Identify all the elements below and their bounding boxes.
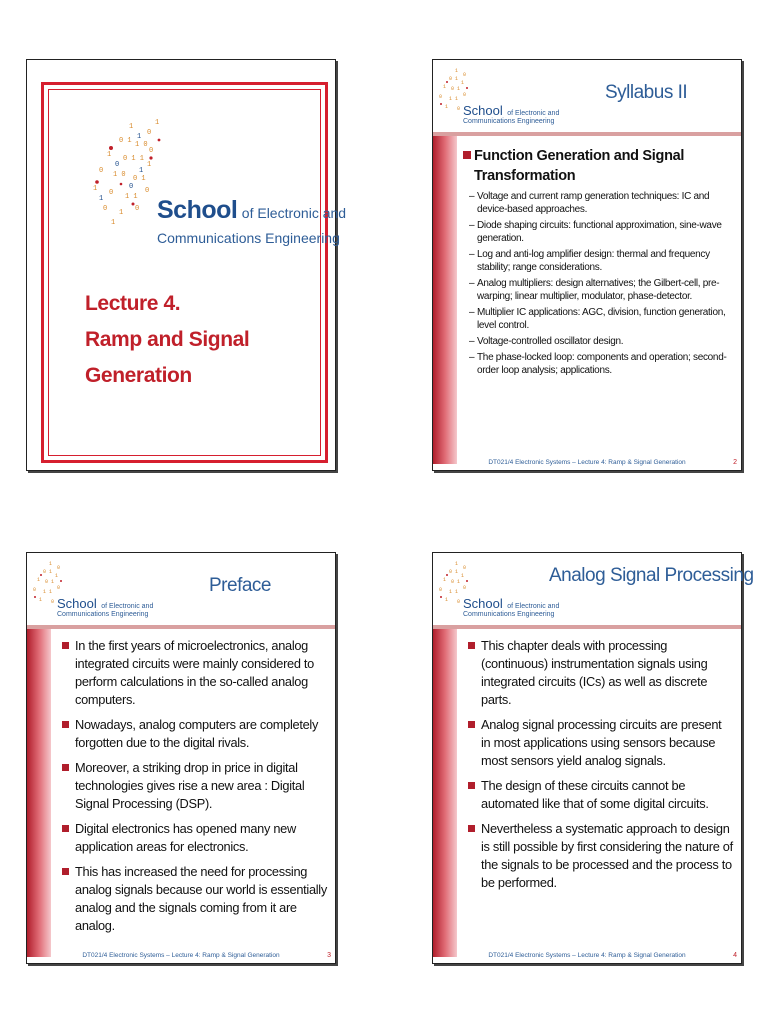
slide-title: Syllabus II [605,82,688,103]
school-logo [437,66,560,128]
svg-text:1 1: 1 1 [449,96,459,102]
svg-text:1: 1 [443,84,447,90]
school-logo [437,559,560,621]
red-side-bar [433,629,457,957]
sub-bullet-item: – Diode shaping circuits: functional approximation, sine-wave generation. [463,219,733,245]
svg-text:1: 1 [99,195,104,203]
svg-text:0: 0 [99,167,104,175]
svg-text:1: 1 [461,573,465,579]
svg-text:1 0: 1 0 [135,141,148,149]
bullet-item: Digital electronics has opened many new application areas for electronics. [61,820,327,856]
sub-bullet-item: – Analog multipliers: design alternatives; the Gilbert-cell, pre-warping; linear multiplier, modulator, phase-detector. [463,277,733,303]
svg-text:1: 1 [39,597,43,603]
svg-text:1: 1 [461,80,465,86]
svg-text:1: 1 [137,133,142,141]
svg-text:0: 0 [115,161,120,169]
logo-comm-text: Communications Engineering [463,611,555,618]
svg-text:0 1: 0 1 [449,76,459,82]
main-bullet: Function Generation and Signal Transformation [463,146,733,186]
bullet-list [467,637,733,892]
svg-text:1: 1 [129,123,134,131]
school-logo [89,118,347,248]
svg-text:1: 1 [55,573,59,579]
svg-text:0: 0 [149,147,154,155]
svg-text:0: 0 [439,94,443,100]
svg-text:0: 0 [145,187,150,195]
logo-of-text: of Electronic and [507,110,560,117]
slide-title: Analog Signal Processing [549,565,754,586]
svg-text:0: 0 [463,72,467,78]
page-number: 3 [327,952,331,959]
sub-bullet-item: – Multiplier IC applications: AGC, division, function generation, level control. [463,306,733,332]
svg-text:0: 0 [51,599,55,605]
logo-school-text: School [157,196,238,224]
logo-comm-text: Communications Engineering [157,230,340,246]
logo-of-text: of Electronic and [241,205,347,221]
logo-of-text: of Electronic and [507,603,560,610]
school-logo [31,559,154,621]
header-rule [433,625,741,629]
lecture-title-line2: Ramp and Signal Generation [85,328,250,387]
slide-footer: DT021/4 Electronic Systems – Lecture 4: Ramp & Signal Generation [488,459,686,466]
svg-text:1: 1 [111,219,116,227]
svg-text:0: 0 [463,565,467,571]
svg-text:0: 0 [129,183,134,191]
slide-2 [432,59,742,471]
logo-of-text: of Electronic and [101,603,154,610]
svg-text:0 1 1: 0 1 1 [123,155,145,163]
slide-3 [26,552,336,964]
svg-text:0: 0 [463,92,467,98]
svg-text:1: 1 [139,167,144,175]
svg-text:1: 1 [455,561,459,567]
sub-bullet-item: – Log and anti-log amplifier design: thermal and frequency stability; range considerations. [463,248,733,274]
logo-school-text: School [57,596,97,611]
svg-text:0: 0 [147,129,152,137]
slide-title: Preface [209,575,271,596]
bullet-item: Analog signal processing circuits are present in most applications using sensors because most sensors yield analog signals. [467,716,733,770]
svg-text:1: 1 [445,104,449,110]
svg-text:0 1: 0 1 [119,137,132,145]
slide-content [463,146,733,380]
logo-comm-text: Communications Engineering [57,611,149,618]
svg-text:1: 1 [147,161,152,169]
svg-text:1: 1 [49,561,53,567]
sub-bullet-item: – Voltage and current ramp generation techniques: IC and device-based approaches. [463,190,733,216]
svg-text:0 1: 0 1 [451,579,461,585]
slide-content [61,637,327,942]
slide-footer: DT021/4 Electronic Systems – Lecture 4: Ramp & Signal Generation [488,952,686,959]
svg-text:1 1: 1 1 [43,589,53,595]
header-rule [27,625,335,629]
red-side-bar [27,629,51,957]
svg-text:0: 0 [33,587,37,593]
svg-text:0 1: 0 1 [45,579,55,585]
lecture-title-line1: Lecture 4. [85,292,181,315]
header-rule [433,132,741,136]
sub-bullet-list [463,190,733,377]
svg-text:1 1: 1 1 [449,589,459,595]
sub-bullet-item: – Voltage-controlled oscillator design. [463,335,733,348]
svg-text:0 1: 0 1 [451,86,461,92]
svg-text:0: 0 [103,205,108,213]
svg-text:0: 0 [457,599,461,605]
bullet-item: In the first years of microelectronics, analog integrated circuits were mainly considered to perform calculations in the so-called analog computers. [61,637,327,709]
logo-comm-text: Communications Engineering [463,118,555,125]
slide-footer: DT021/4 Electronic Systems – Lecture 4: Ramp & Signal Generation [82,952,280,959]
sub-bullet-item: – The phase-locked loop: components and operation; second-order loop analysis; applications. [463,351,733,377]
bullet-item: Nowadays, analog computers are completely forgotten due to the digital rivals. [61,716,327,752]
lecture-title [85,286,335,394]
slide-4 [432,552,754,964]
svg-text:1: 1 [93,185,98,193]
logo-school-text: School [463,596,503,611]
svg-text:1: 1 [455,68,459,74]
bullet-item: This has increased the need for processing analog signals because our world is essentially analog and the signals coming from it are analog. [61,863,327,935]
svg-text:1: 1 [443,577,447,583]
svg-text:1 0: 1 0 [113,171,126,179]
slide-content [467,637,733,899]
bullet-item: Moreover, a striking drop in price in digital technologies gives rise a new area : Digital Signal Processing (DSP). [61,759,327,813]
page-number: 4 [733,952,737,959]
svg-text:0: 0 [135,205,140,213]
svg-text:1: 1 [107,151,112,159]
svg-text:0: 0 [463,585,467,591]
bullet-item: The design of these circuits cannot be automated like that of some digital circuits. [467,777,733,813]
svg-text:0 1: 0 1 [133,175,146,183]
red-side-bar [433,136,457,464]
svg-text:0: 0 [457,106,461,112]
svg-text:0: 0 [109,189,114,197]
svg-text:1: 1 [37,577,41,583]
svg-text:0 1: 0 1 [43,569,53,575]
svg-text:1: 1 [119,209,124,217]
slide-1 [26,59,347,471]
svg-text:0 1: 0 1 [449,569,459,575]
svg-text:0: 0 [439,587,443,593]
svg-text:0: 0 [57,565,61,571]
bullet-list [61,637,327,935]
svg-text:1: 1 [445,597,449,603]
svg-text:1 1: 1 1 [125,193,138,201]
page-number: 2 [733,459,737,466]
bullet-item: This chapter deals with processing (continuous) instrumentation signals using integrated circuits (ICs) as well as discrete parts. [467,637,733,709]
bullet-item: Nevertheless a systematic approach to design is still possible by first considering the nature of the signals to be processed and the process to be performed. [467,820,733,892]
logo-school-text: School [463,103,503,118]
svg-text:1: 1 [155,119,160,127]
svg-text:0: 0 [57,585,61,591]
